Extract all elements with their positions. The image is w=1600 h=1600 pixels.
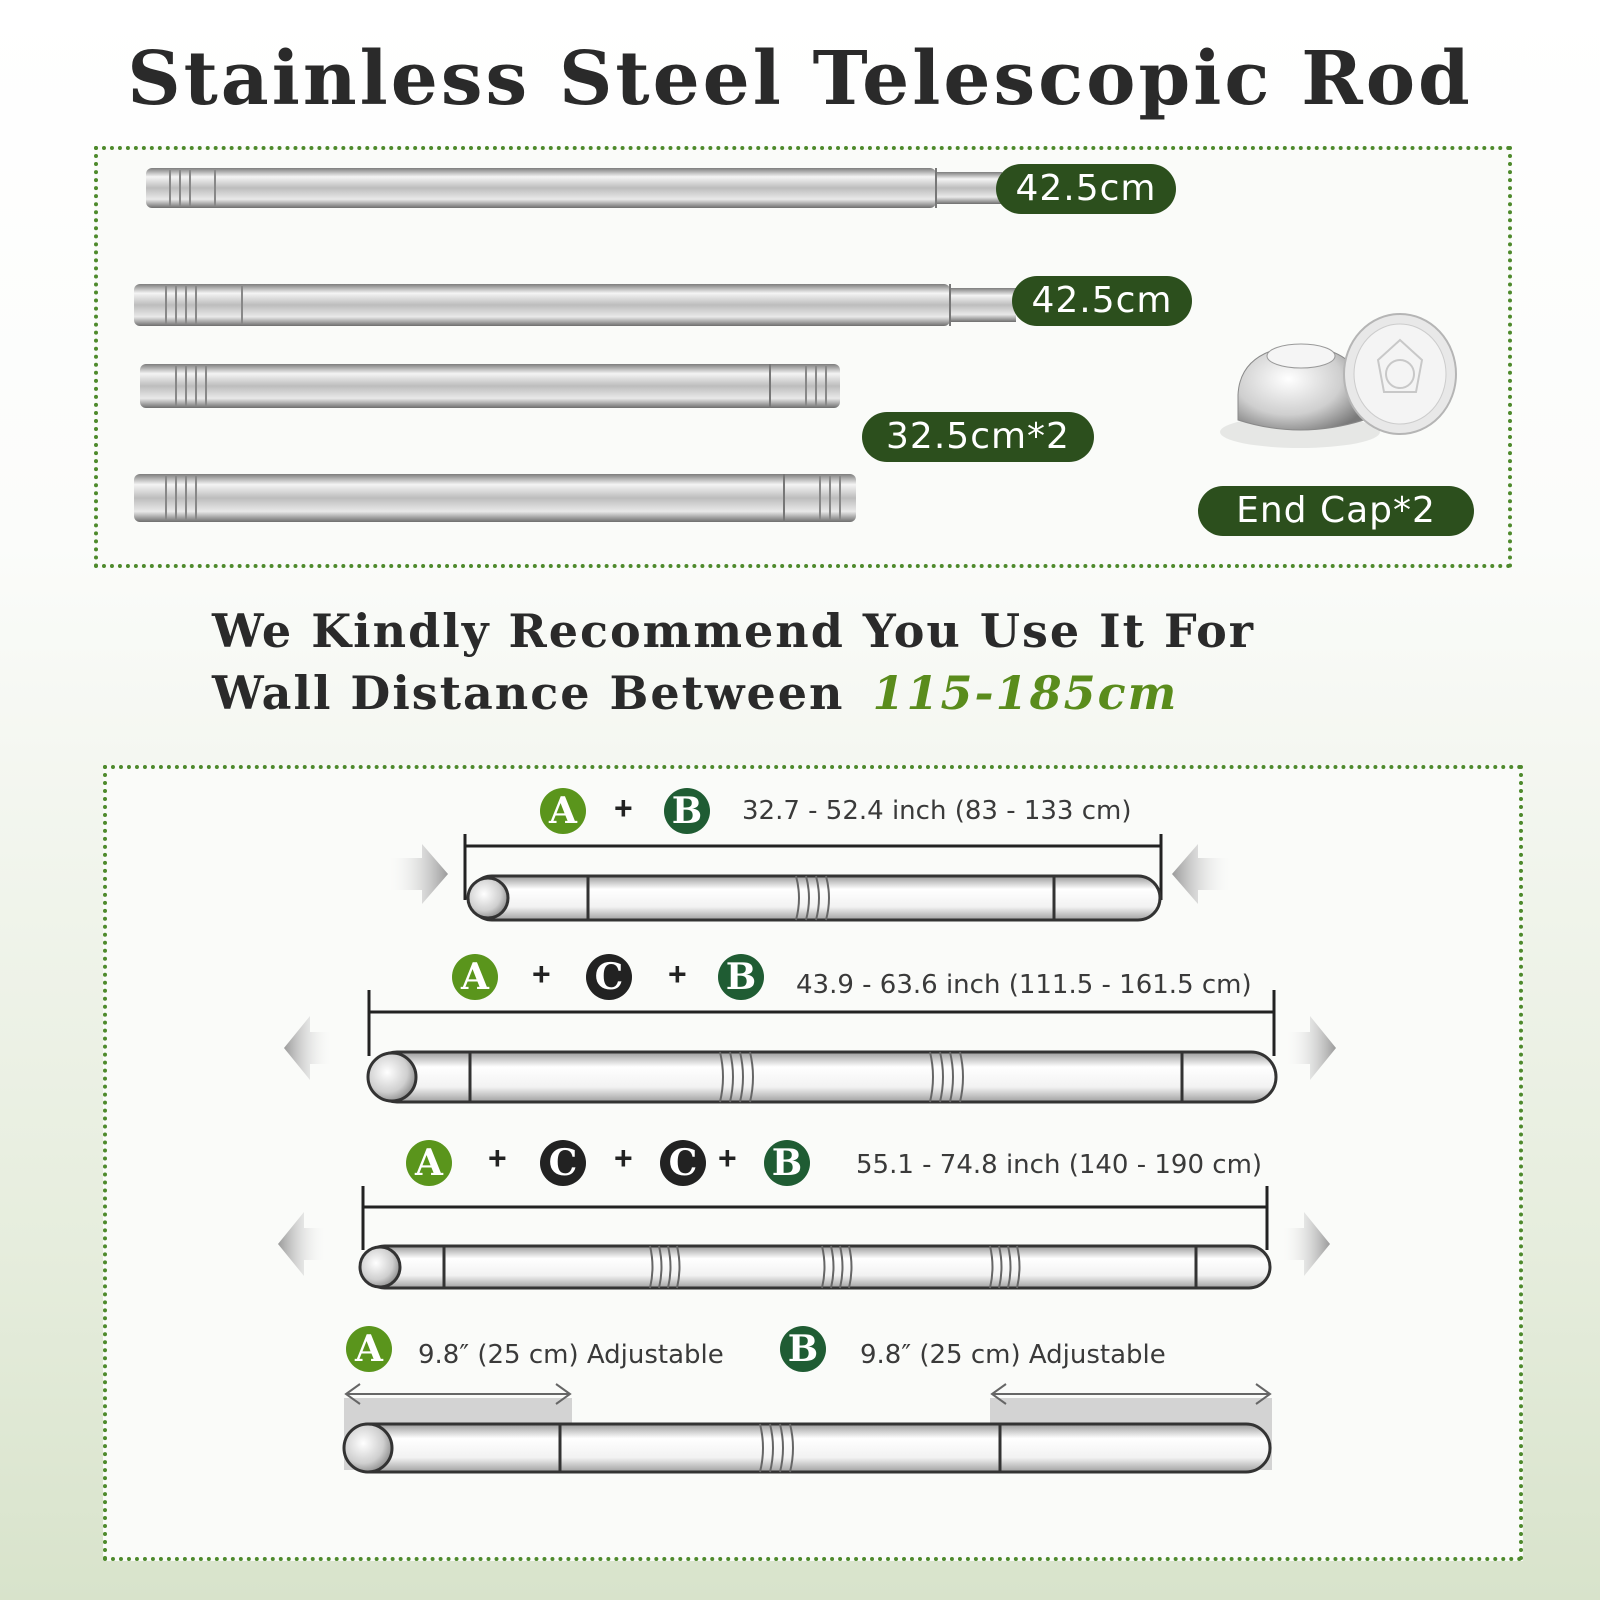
badge-c: C	[660, 1140, 706, 1186]
badge-b: B	[664, 788, 710, 834]
combo-3-rod	[278, 1186, 1330, 1288]
recommend-line-2	[212, 666, 1178, 720]
combo-1-range: 32.7 - 52.4 inch (83 - 133 cm)	[742, 796, 1132, 826]
rod-part-4	[134, 474, 856, 522]
badge-b: B	[718, 954, 764, 1000]
adjust-b-text: 9.8″ (25 cm) Adjustable	[860, 1340, 1166, 1370]
rod-part-1	[146, 168, 1002, 208]
badge-c: C	[540, 1140, 586, 1186]
rod-part-2	[134, 284, 1016, 326]
plus-sign: +	[488, 1140, 507, 1176]
badge-a: A	[406, 1140, 452, 1186]
rod-part-3	[140, 364, 840, 408]
badge-b: B	[780, 1326, 826, 1372]
adjustable-rod	[344, 1384, 1272, 1472]
badge-c: C	[586, 954, 632, 1000]
combo-2-range: 43.9 - 63.6 inch (111.5 - 161.5 cm)	[796, 970, 1252, 1000]
badge-a: A	[540, 788, 586, 834]
plus-sign: +	[614, 1140, 633, 1176]
adjust-a-text: 9.8″ (25 cm) Adjustable	[418, 1340, 724, 1370]
combo-1-rod	[386, 834, 1234, 920]
combo-3-range: 55.1 - 74.8 inch (140 - 190 cm)	[856, 1150, 1263, 1180]
plus-sign: +	[718, 1140, 737, 1176]
badge-b: B	[764, 1140, 810, 1186]
rod-3-length-label: 32.5cm*2	[862, 412, 1094, 462]
page-title: Stainless Steel Telescopic Rod	[127, 36, 1473, 122]
combo-2-rod	[284, 990, 1336, 1102]
rod-2-length-label: 42.5cm	[1012, 276, 1192, 326]
badge-a: A	[452, 954, 498, 1000]
recommend-line-2-text: Wall Distance Between	[212, 666, 845, 720]
end-cap-label: End Cap*2	[1198, 486, 1474, 536]
end-cap-image	[1220, 314, 1456, 448]
rod-1-length-label: 42.5cm	[996, 164, 1176, 214]
badge-a: A	[346, 1326, 392, 1372]
plus-sign: +	[614, 790, 633, 826]
recommend-line-1: We Kindly Recommend You Use It For	[212, 604, 1256, 658]
plus-sign: +	[532, 956, 551, 992]
plus-sign: +	[668, 956, 687, 992]
recommend-range: 115-185cm	[872, 666, 1179, 720]
